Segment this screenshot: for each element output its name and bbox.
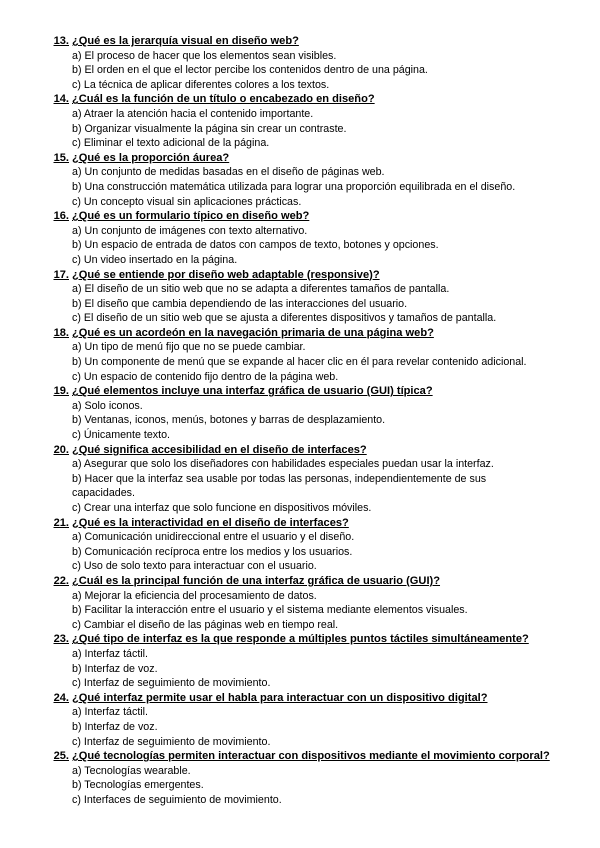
question-text: ¿Qué es la proporción áurea? — [72, 151, 230, 164]
option-c: c) Eliminar el texto adicional de la página. — [72, 137, 270, 150]
option-c: c) Interfaz de seguimiento de movimiento. — [72, 735, 271, 748]
option-a: a) Atraer la atención hacia el contenido importante. — [72, 107, 314, 120]
question-text: ¿Qué se entiende por diseño web adaptable (responsive)? — [72, 268, 380, 281]
question-text: ¿Qué es un acordeón en la navegación primaria de una página web? — [72, 326, 434, 339]
question-21 — [0, 516, 600, 574]
question-text: ¿Qué tecnologías permiten interactuar con dispositivos mediante el movimiento corporal? — [72, 750, 550, 763]
option-b: b) Ventanas, iconos, menús, botones y barras de desplazamiento. — [72, 414, 386, 427]
option-b: b) Un espacio de entrada de datos con campos de texto, botones y opciones. — [72, 239, 439, 252]
question-heading — [0, 384, 600, 399]
option-b: b) Una construcción matemática utilizada para lograr una proporción equilibrada en el diseño. — [72, 180, 516, 193]
question-heading — [0, 574, 600, 589]
question-number: 17. — [53, 268, 69, 281]
option-c: c) Crear una interfaz que solo funcione en dispositivos móviles. — [72, 502, 372, 514]
option-b: b) El orden en el que el lector percibe los contenidos dentro de una página. — [72, 64, 428, 77]
option-c: c) El diseño de un sitio web que se ajusta a diferentes dispositivos y tamaños de pantalla. — [72, 312, 497, 325]
option-b: b) Comunicación recíproca entre los medios y los usuarios. — [72, 545, 353, 558]
question-24 — [0, 691, 600, 749]
option-c: c) Un concepto visual sin aplicaciones prácticas. — [72, 195, 302, 208]
question-text: ¿Cuál es la principal función de una interfaz gráfica de usuario (GUI)? — [72, 574, 441, 587]
option-b: b) Un componente de menú que se expande al hacer clic en él para revelar contenido adicional. — [72, 356, 527, 369]
question-text: ¿Qué es la interactividad en el diseño de interfaces? — [72, 516, 349, 529]
question-text: ¿Qué tipo de interfaz es la que responde a múltiples puntos táctiles simultáneamente? — [72, 633, 529, 646]
option-a: a) Un tipo de menú fijo que no se puede cambiar. — [72, 341, 306, 354]
question-number: 21. — [53, 516, 69, 529]
option-c: c) La técnica de aplicar diferentes colores a los textos. — [72, 78, 330, 91]
question-heading — [0, 691, 600, 706]
question-text: ¿Qué significa accesibilidad en el diseño de interfaces? — [72, 443, 367, 456]
question-number: 22. — [53, 574, 69, 587]
option-b: b) Hacer que la interfaz sea usable por todas las personas, independientemente de sus capacidades. — [72, 472, 487, 500]
question-text: ¿Qué elementos incluye una interfaz gráfica de usuario (GUI) típica? — [72, 385, 433, 398]
question-number: 20. — [53, 443, 69, 456]
option-a: a) El proceso de hacer que los elementos sean visibles. — [72, 49, 337, 62]
question-22 — [0, 574, 600, 632]
option-c: c) Cambiar el diseño de las páginas web en tiempo real. — [72, 618, 339, 631]
option-a: a) Un conjunto de medidas basadas en el diseño de páginas web. — [72, 166, 385, 179]
question-number: 23. — [53, 633, 69, 646]
option-b: b) El diseño que cambia dependiendo de las interacciones del usuario. — [72, 297, 408, 310]
question-text: ¿Qué interfaz permite usar el habla para interactuar con un dispositivo digital? — [72, 691, 488, 704]
question-heading — [0, 34, 600, 49]
option-c: c) Únicamente texto. — [72, 429, 171, 442]
option-b: b) Organizar visualmente la página sin crear un contraste. — [72, 122, 347, 135]
option-a: a) Mejorar la eficiencia del procesamiento de datos. — [72, 589, 317, 602]
question-text: ¿Qué es la jerarquía visual en diseño web? — [72, 35, 299, 47]
question-text: ¿Qué es un formulario típico en diseño web? — [72, 210, 310, 223]
option-c: c) Un video insertado en la página. — [72, 253, 238, 266]
option-a: a) Interfaz táctil. — [72, 706, 149, 719]
question-19 — [0, 384, 600, 442]
option-c: c) Interfaz de seguimiento de movimiento. — [72, 677, 271, 690]
question-number: 24. — [53, 691, 69, 704]
option-a: a) Interfaz táctil. — [72, 647, 149, 660]
question-text: ¿Cuál es la función de un título o encabezado en diseño? — [72, 93, 375, 106]
option-b: b) Interfaz de voz. — [72, 720, 158, 733]
question-heading — [0, 632, 600, 647]
question-heading — [0, 749, 600, 764]
option-a: a) Solo iconos. — [72, 399, 143, 412]
question-15 — [0, 151, 600, 209]
question-heading — [0, 92, 600, 107]
question-20 — [0, 443, 600, 516]
question-heading — [0, 268, 600, 283]
question-heading — [0, 443, 600, 458]
questionnaire — [0, 34, 600, 807]
question-heading — [0, 516, 600, 531]
question-number: 14. — [53, 93, 69, 106]
option-a: a) Tecnologías wearable. — [72, 764, 191, 777]
question-18 — [0, 326, 600, 384]
question-number: 15. — [53, 151, 69, 164]
question-23 — [0, 632, 600, 690]
question-number: 16. — [53, 210, 69, 223]
question-heading — [0, 151, 600, 166]
option-a: a) Asegurar que solo los diseñadores con habilidades especiales puedan usar la interfaz. — [72, 458, 494, 471]
option-c: c) Un espacio de contenido fijo dentro de la página web. — [72, 370, 339, 383]
option-c: c) Interfaces de seguimiento de movimiento. — [72, 793, 282, 806]
question-number: 13. — [53, 35, 69, 47]
option-b: b) Tecnologías emergentes. — [72, 779, 204, 792]
question-heading — [0, 209, 600, 224]
option-c: c) Uso de solo texto para interactuar con el usuario. — [72, 560, 317, 573]
question-14 — [0, 92, 600, 150]
option-a: a) Un conjunto de imágenes con texto alternativo. — [72, 224, 308, 237]
question-number: 25. — [53, 750, 69, 763]
question-number: 18. — [53, 326, 69, 339]
option-a: a) Comunicación unidireccional entre el usuario y el diseño. — [72, 531, 355, 544]
option-b: b) Facilitar la interacción entre el usuario y el sistema mediante elementos visuales. — [72, 604, 468, 617]
question-13 — [0, 34, 600, 92]
question-number: 19. — [53, 385, 69, 398]
option-b: b) Interfaz de voz. — [72, 662, 158, 675]
question-16 — [0, 209, 600, 267]
question-17 — [0, 268, 600, 326]
option-a: a) El diseño de un sitio web que no se adapta a diferentes tamaños de pantalla. — [72, 283, 450, 296]
question-25 — [0, 749, 600, 807]
question-heading — [0, 326, 600, 341]
